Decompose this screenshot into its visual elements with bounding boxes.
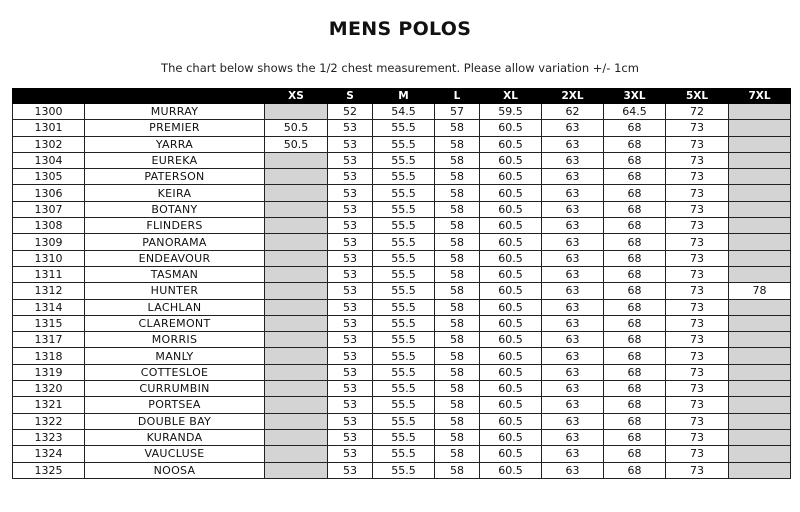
cell-style: MURRAY — [85, 104, 265, 120]
cell-s: 53 — [328, 120, 373, 136]
cell-3xl: 68 — [604, 381, 666, 397]
cell-m: 55.5 — [373, 266, 435, 282]
cell-5xl: 73 — [666, 315, 729, 331]
cell-3xl: 68 — [604, 429, 666, 445]
cell-5xl: 73 — [666, 201, 729, 217]
cell-7xl — [729, 152, 791, 168]
cell-xl: 60.5 — [480, 348, 542, 364]
cell-xl: 60.5 — [480, 364, 542, 380]
cell-m: 55.5 — [373, 413, 435, 429]
cell-5xl: 73 — [666, 185, 729, 201]
cell-s: 53 — [328, 429, 373, 445]
cell-l: 58 — [435, 201, 480, 217]
cell-s: 53 — [328, 446, 373, 462]
cell-m: 55.5 — [373, 381, 435, 397]
cell-xl: 60.5 — [480, 169, 542, 185]
cell-7xl — [729, 446, 791, 462]
cell-style: CLAREMONT — [85, 315, 265, 331]
header-3xl: 3XL — [604, 89, 666, 104]
cell-5xl: 73 — [666, 381, 729, 397]
cell-xs — [265, 104, 328, 120]
cell-style: HUNTER — [85, 283, 265, 299]
cell-m: 54.5 — [373, 104, 435, 120]
table-row — [13, 218, 791, 234]
cell-style: NOOSA — [85, 462, 265, 478]
cell-style: PREMIER — [85, 120, 265, 136]
cell-s: 53 — [328, 348, 373, 364]
table-header — [13, 89, 791, 104]
cell-l: 58 — [435, 136, 480, 152]
cell-code: 1306 — [13, 185, 85, 201]
cell-xs — [265, 299, 328, 315]
cell-7xl — [729, 299, 791, 315]
cell-s: 53 — [328, 315, 373, 331]
cell-s: 53 — [328, 136, 373, 152]
cell-7xl — [729, 250, 791, 266]
cell-xl: 60.5 — [480, 299, 542, 315]
cell-3xl: 68 — [604, 234, 666, 250]
cell-l: 58 — [435, 397, 480, 413]
cell-5xl: 72 — [666, 104, 729, 120]
cell-7xl — [729, 462, 791, 478]
cell-s: 53 — [328, 364, 373, 380]
cell-m: 55.5 — [373, 348, 435, 364]
cell-style: PORTSEA — [85, 397, 265, 413]
table-row — [13, 104, 791, 120]
cell-m: 55.5 — [373, 218, 435, 234]
cell-l: 58 — [435, 169, 480, 185]
cell-7xl — [729, 348, 791, 364]
cell-xl: 60.5 — [480, 283, 542, 299]
cell-xs — [265, 429, 328, 445]
cell-xs — [265, 397, 328, 413]
cell-2xl: 63 — [542, 283, 604, 299]
cell-7xl — [729, 381, 791, 397]
cell-xs — [265, 185, 328, 201]
cell-s: 52 — [328, 104, 373, 120]
cell-l: 58 — [435, 120, 480, 136]
cell-s: 53 — [328, 462, 373, 478]
page-title: MENS POLOS — [328, 18, 472, 40]
cell-xl: 60.5 — [480, 397, 542, 413]
cell-7xl — [729, 429, 791, 445]
cell-s: 53 — [328, 250, 373, 266]
cell-m: 55.5 — [373, 136, 435, 152]
cell-3xl: 68 — [604, 218, 666, 234]
cell-7xl — [729, 218, 791, 234]
cell-2xl: 63 — [542, 250, 604, 266]
cell-style: CURRUMBIN — [85, 381, 265, 397]
cell-s: 53 — [328, 234, 373, 250]
cell-xl: 60.5 — [480, 413, 542, 429]
cell-l: 58 — [435, 429, 480, 445]
cell-5xl: 73 — [666, 234, 729, 250]
cell-style: FLINDERS — [85, 218, 265, 234]
cell-style: VAUCLUSE — [85, 446, 265, 462]
table-row — [13, 381, 791, 397]
cell-7xl: 78 — [729, 283, 791, 299]
cell-xs — [265, 218, 328, 234]
cell-code: 1311 — [13, 266, 85, 282]
cell-3xl: 68 — [604, 348, 666, 364]
cell-s: 53 — [328, 169, 373, 185]
cell-m: 55.5 — [373, 250, 435, 266]
cell-style: ENDEAVOUR — [85, 250, 265, 266]
cell-2xl: 63 — [542, 446, 604, 462]
cell-code: 1321 — [13, 397, 85, 413]
cell-5xl: 73 — [666, 364, 729, 380]
header-row — [13, 89, 791, 104]
cell-m: 55.5 — [373, 429, 435, 445]
cell-xl: 60.5 — [480, 332, 542, 348]
cell-2xl: 63 — [542, 381, 604, 397]
header-s: S — [328, 89, 373, 104]
cell-7xl — [729, 234, 791, 250]
cell-m: 55.5 — [373, 120, 435, 136]
cell-2xl: 63 — [542, 218, 604, 234]
cell-code: 1315 — [13, 315, 85, 331]
cell-code: 1307 — [13, 201, 85, 217]
cell-5xl: 73 — [666, 250, 729, 266]
cell-s: 53 — [328, 266, 373, 282]
cell-5xl: 73 — [666, 446, 729, 462]
cell-s: 53 — [328, 185, 373, 201]
cell-xs — [265, 348, 328, 364]
cell-7xl — [729, 169, 791, 185]
cell-s: 53 — [328, 201, 373, 217]
cell-3xl: 68 — [604, 315, 666, 331]
cell-style: YARRA — [85, 136, 265, 152]
cell-m: 55.5 — [373, 397, 435, 413]
cell-l: 58 — [435, 250, 480, 266]
cell-xl: 60.5 — [480, 152, 542, 168]
cell-xs — [265, 413, 328, 429]
cell-7xl — [729, 185, 791, 201]
cell-xs — [265, 234, 328, 250]
cell-code: 1319 — [13, 364, 85, 380]
cell-l: 58 — [435, 462, 480, 478]
table-row — [13, 266, 791, 282]
cell-xl: 59.5 — [480, 104, 542, 120]
cell-7xl — [729, 201, 791, 217]
chart-note: The chart below shows the 1/2 chest measurement. Please allow variation +/- 1cm — [161, 61, 639, 75]
cell-2xl: 63 — [542, 315, 604, 331]
cell-s: 53 — [328, 397, 373, 413]
cell-style: TASMAN — [85, 266, 265, 282]
cell-xs — [265, 201, 328, 217]
cell-style: KEIRA — [85, 185, 265, 201]
cell-2xl: 63 — [542, 332, 604, 348]
cell-style: KURANDA — [85, 429, 265, 445]
cell-7xl — [729, 364, 791, 380]
cell-xl: 60.5 — [480, 250, 542, 266]
cell-s: 53 — [328, 381, 373, 397]
cell-7xl — [729, 120, 791, 136]
cell-2xl: 63 — [542, 234, 604, 250]
cell-l: 58 — [435, 413, 480, 429]
cell-3xl: 68 — [604, 120, 666, 136]
cell-m: 55.5 — [373, 315, 435, 331]
table-row — [13, 120, 791, 136]
cell-xs — [265, 169, 328, 185]
header-5xl: 5XL — [666, 89, 729, 104]
cell-l: 57 — [435, 104, 480, 120]
cell-7xl — [729, 397, 791, 413]
cell-xl: 60.5 — [480, 120, 542, 136]
table-row — [13, 201, 791, 217]
cell-7xl — [729, 315, 791, 331]
cell-code: 1301 — [13, 120, 85, 136]
cell-5xl: 73 — [666, 266, 729, 282]
cell-xl: 60.5 — [480, 429, 542, 445]
cell-code: 1318 — [13, 348, 85, 364]
cell-2xl: 63 — [542, 185, 604, 201]
cell-m: 55.5 — [373, 283, 435, 299]
table-body — [13, 104, 791, 479]
cell-l: 58 — [435, 332, 480, 348]
cell-2xl: 63 — [542, 136, 604, 152]
cell-style: COTTESLOE — [85, 364, 265, 380]
cell-code: 1309 — [13, 234, 85, 250]
cell-m: 55.5 — [373, 446, 435, 462]
cell-2xl: 63 — [542, 462, 604, 478]
cell-code: 1305 — [13, 169, 85, 185]
cell-7xl — [729, 104, 791, 120]
cell-l: 58 — [435, 299, 480, 315]
header-xs: XS — [265, 89, 328, 104]
cell-style: BOTANY — [85, 201, 265, 217]
cell-l: 58 — [435, 152, 480, 168]
cell-2xl: 63 — [542, 348, 604, 364]
header-2xl: 2XL — [542, 89, 604, 104]
cell-style: PANORAMA — [85, 234, 265, 250]
cell-s: 53 — [328, 413, 373, 429]
cell-m: 55.5 — [373, 169, 435, 185]
cell-xs — [265, 250, 328, 266]
cell-l: 58 — [435, 381, 480, 397]
cell-style: DOUBLE BAY — [85, 413, 265, 429]
cell-xs — [265, 364, 328, 380]
cell-l: 58 — [435, 315, 480, 331]
cell-3xl: 68 — [604, 364, 666, 380]
cell-l: 58 — [435, 348, 480, 364]
header-style — [85, 89, 265, 104]
cell-xs — [265, 266, 328, 282]
table-row — [13, 429, 791, 445]
cell-m: 55.5 — [373, 201, 435, 217]
cell-3xl: 68 — [604, 462, 666, 478]
cell-s: 53 — [328, 299, 373, 315]
cell-m: 55.5 — [373, 185, 435, 201]
cell-3xl: 64.5 — [604, 104, 666, 120]
table-row — [13, 462, 791, 478]
cell-m: 55.5 — [373, 332, 435, 348]
cell-l: 58 — [435, 185, 480, 201]
cell-s: 53 — [328, 283, 373, 299]
cell-2xl: 63 — [542, 169, 604, 185]
cell-xl: 60.5 — [480, 136, 542, 152]
cell-3xl: 68 — [604, 136, 666, 152]
cell-3xl: 68 — [604, 169, 666, 185]
cell-5xl: 73 — [666, 120, 729, 136]
cell-2xl: 63 — [542, 299, 604, 315]
cell-5xl: 73 — [666, 332, 729, 348]
cell-l: 58 — [435, 266, 480, 282]
cell-xs — [265, 446, 328, 462]
cell-3xl: 68 — [604, 266, 666, 282]
size-chart-table — [12, 88, 791, 479]
cell-s: 53 — [328, 332, 373, 348]
cell-2xl: 63 — [542, 364, 604, 380]
table-row — [13, 446, 791, 462]
cell-m: 55.5 — [373, 462, 435, 478]
table-row — [13, 364, 791, 380]
table-row — [13, 283, 791, 299]
table-row — [13, 136, 791, 152]
cell-code: 1310 — [13, 250, 85, 266]
cell-3xl: 68 — [604, 299, 666, 315]
cell-l: 58 — [435, 364, 480, 380]
cell-xs — [265, 283, 328, 299]
cell-3xl: 68 — [604, 250, 666, 266]
cell-m: 55.5 — [373, 299, 435, 315]
cell-3xl: 68 — [604, 397, 666, 413]
header-7xl: 7XL — [729, 89, 791, 104]
table-row — [13, 250, 791, 266]
cell-xl: 60.5 — [480, 201, 542, 217]
cell-5xl: 73 — [666, 348, 729, 364]
table-row — [13, 332, 791, 348]
cell-7xl — [729, 136, 791, 152]
cell-xs — [265, 332, 328, 348]
cell-3xl: 68 — [604, 283, 666, 299]
cell-l: 58 — [435, 234, 480, 250]
cell-style: EUREKA — [85, 152, 265, 168]
cell-code: 1314 — [13, 299, 85, 315]
cell-xl: 60.5 — [480, 462, 542, 478]
cell-5xl: 73 — [666, 283, 729, 299]
cell-5xl: 73 — [666, 136, 729, 152]
cell-5xl: 73 — [666, 152, 729, 168]
cell-code: 1317 — [13, 332, 85, 348]
cell-3xl: 68 — [604, 185, 666, 201]
cell-7xl — [729, 332, 791, 348]
cell-code: 1322 — [13, 413, 85, 429]
table-row — [13, 299, 791, 315]
cell-2xl: 63 — [542, 120, 604, 136]
cell-m: 55.5 — [373, 234, 435, 250]
cell-5xl: 73 — [666, 413, 729, 429]
cell-l: 58 — [435, 446, 480, 462]
cell-code: 1308 — [13, 218, 85, 234]
table-row — [13, 397, 791, 413]
cell-xs — [265, 381, 328, 397]
cell-m: 55.5 — [373, 152, 435, 168]
cell-style: MANLY — [85, 348, 265, 364]
table-row — [13, 413, 791, 429]
cell-2xl: 63 — [542, 201, 604, 217]
cell-3xl: 68 — [604, 446, 666, 462]
cell-xl: 60.5 — [480, 315, 542, 331]
cell-5xl: 73 — [666, 218, 729, 234]
cell-xl: 60.5 — [480, 185, 542, 201]
header-xl: XL — [480, 89, 542, 104]
cell-xl: 60.5 — [480, 381, 542, 397]
cell-xl: 60.5 — [480, 218, 542, 234]
cell-2xl: 63 — [542, 152, 604, 168]
cell-code: 1324 — [13, 446, 85, 462]
cell-code: 1304 — [13, 152, 85, 168]
cell-2xl: 62 — [542, 104, 604, 120]
cell-2xl: 63 — [542, 413, 604, 429]
cell-2xl: 63 — [542, 397, 604, 413]
cell-3xl: 68 — [604, 332, 666, 348]
cell-7xl — [729, 266, 791, 282]
table-row — [13, 315, 791, 331]
header-code — [13, 89, 85, 104]
cell-style: LACHLAN — [85, 299, 265, 315]
cell-3xl: 68 — [604, 152, 666, 168]
cell-xs — [265, 152, 328, 168]
cell-3xl: 68 — [604, 413, 666, 429]
cell-style: MORRIS — [85, 332, 265, 348]
cell-code: 1320 — [13, 381, 85, 397]
cell-code: 1323 — [13, 429, 85, 445]
header-m: M — [373, 89, 435, 104]
cell-m: 55.5 — [373, 364, 435, 380]
cell-s: 53 — [328, 152, 373, 168]
cell-s: 53 — [328, 218, 373, 234]
cell-5xl: 73 — [666, 397, 729, 413]
cell-7xl — [729, 413, 791, 429]
table-row — [13, 152, 791, 168]
cell-5xl: 73 — [666, 429, 729, 445]
cell-l: 58 — [435, 283, 480, 299]
cell-5xl: 73 — [666, 299, 729, 315]
table-row — [13, 234, 791, 250]
cell-xl: 60.5 — [480, 266, 542, 282]
cell-xs — [265, 462, 328, 478]
cell-3xl: 68 — [604, 201, 666, 217]
cell-2xl: 63 — [542, 266, 604, 282]
table-row — [13, 169, 791, 185]
cell-style: PATERSON — [85, 169, 265, 185]
table-row — [13, 185, 791, 201]
cell-code: 1325 — [13, 462, 85, 478]
table-row — [13, 348, 791, 364]
header-l: L — [435, 89, 480, 104]
cell-5xl: 73 — [666, 462, 729, 478]
cell-5xl: 73 — [666, 169, 729, 185]
cell-l: 58 — [435, 218, 480, 234]
cell-code: 1302 — [13, 136, 85, 152]
cell-xl: 60.5 — [480, 234, 542, 250]
cell-xs — [265, 315, 328, 331]
cell-code: 1312 — [13, 283, 85, 299]
cell-xs: 50.5 — [265, 120, 328, 136]
cell-xl: 60.5 — [480, 446, 542, 462]
cell-code: 1300 — [13, 104, 85, 120]
cell-2xl: 63 — [542, 429, 604, 445]
cell-xs: 50.5 — [265, 136, 328, 152]
